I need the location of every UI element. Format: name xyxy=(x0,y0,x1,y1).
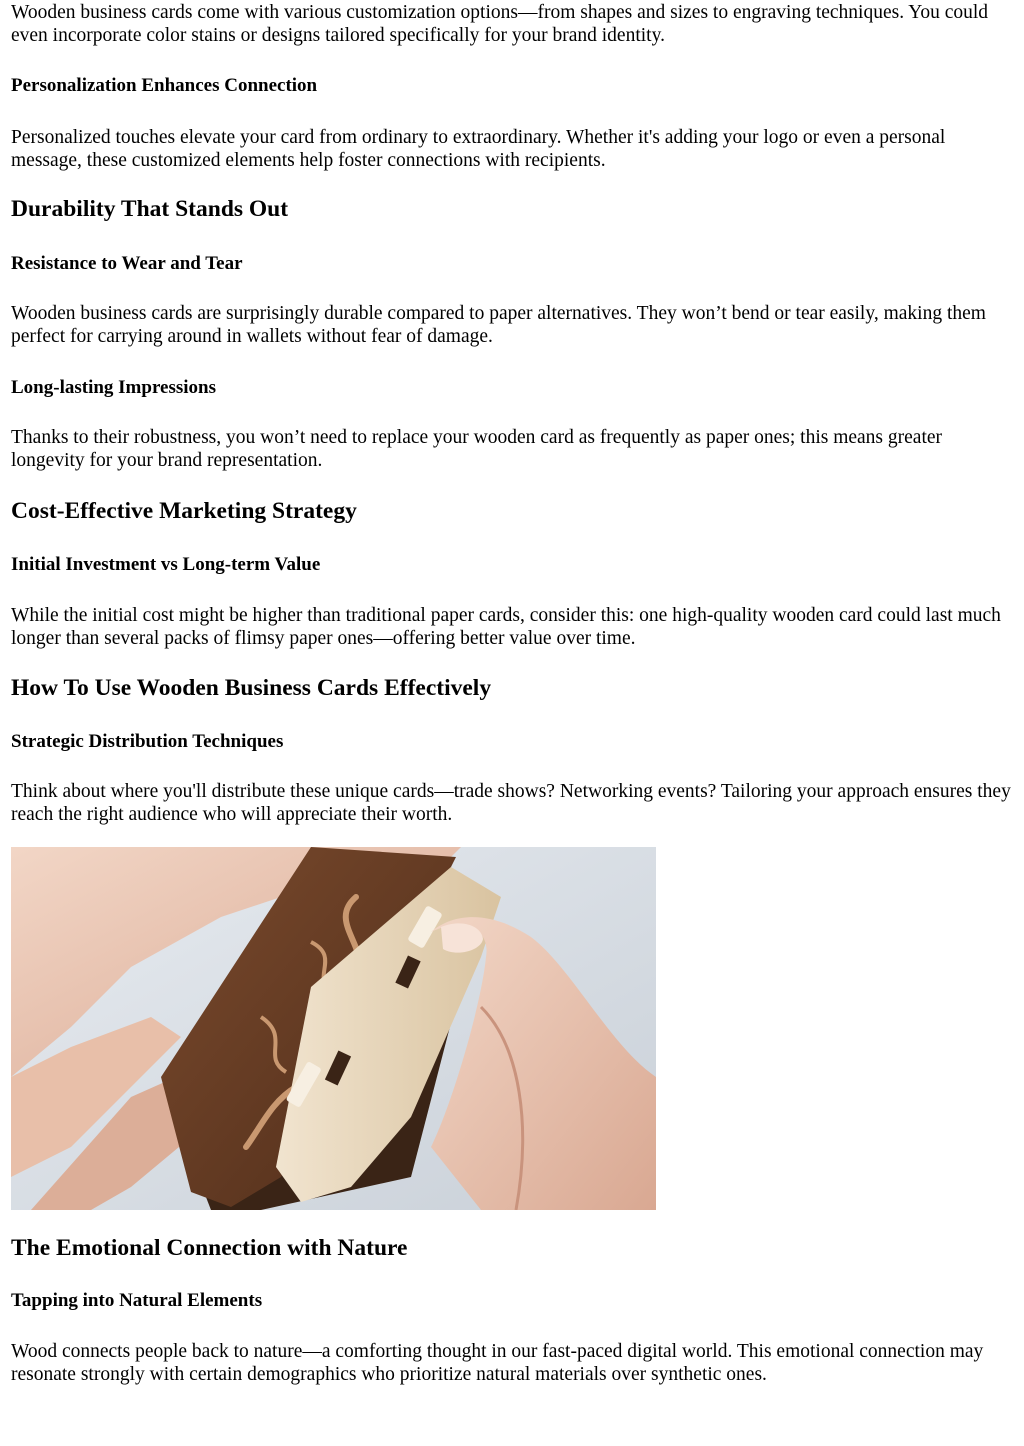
cost-heading: Cost-Effective Marketing Strategy xyxy=(11,498,357,524)
resistance-paragraph: Wooden business cards are surprisingly durable compared to paper alternatives. They won’t bend or tear easily, making them perfect for carrying around in wallets without fear of damage. xyxy=(11,303,986,347)
long-lasting-heading: Long-lasting Impressions xyxy=(11,377,217,398)
emotional-heading: The Emotional Connection with Nature xyxy=(11,1235,408,1261)
natural-heading: Tapping into Natural Elements xyxy=(11,1290,263,1311)
investment-paragraph: While the initial cost might be higher than traditional paper cards, consider this: one high-quality wooden card could last much longer than several packs of flimsy paper ones—offering better value over time. xyxy=(11,605,1001,649)
distribution-heading: Strategic Distribution Techniques xyxy=(11,731,284,752)
distribution-paragraph: Think about where you'll distribute these unique cards—trade shows? Networking events? Tailoring your approach ensures they reach the right audience who will appreciate their worth. xyxy=(11,781,1011,825)
wooden-card-box-photo xyxy=(11,847,656,1210)
resistance-heading: Resistance to Wear and Tear xyxy=(11,253,243,274)
intro-paragraph: Wooden business cards come with various customization options—from shapes and sizes to engraving techniques. You could even incorporate color stains or designs tailored specifically for your brand identity. xyxy=(11,2,989,46)
natural-paragraph: Wood connects people back to nature—a comforting thought in our fast-paced digital world. This emotional connection may resonate strongly with certain demographics who prioritize natural materials over synthetic ones. xyxy=(11,1341,984,1385)
investment-heading: Initial Investment vs Long-term Value xyxy=(11,554,321,575)
howto-heading: How To Use Wooden Business Cards Effectively xyxy=(11,675,492,701)
personalization-paragraph: Personalized touches elevate your card from ordinary to extraordinary. Whether it's adding your logo or even a personal message, these customized elements help foster connections with recipients. xyxy=(11,127,946,171)
personalization-heading: Personalization Enhances Connection xyxy=(11,75,318,96)
durability-heading: Durability That Stands Out xyxy=(11,196,289,222)
long-lasting-paragraph: Thanks to their robustness, you won’t need to replace your wooden card as frequently as paper ones; this means greater longevity for your brand representation. xyxy=(11,427,943,471)
